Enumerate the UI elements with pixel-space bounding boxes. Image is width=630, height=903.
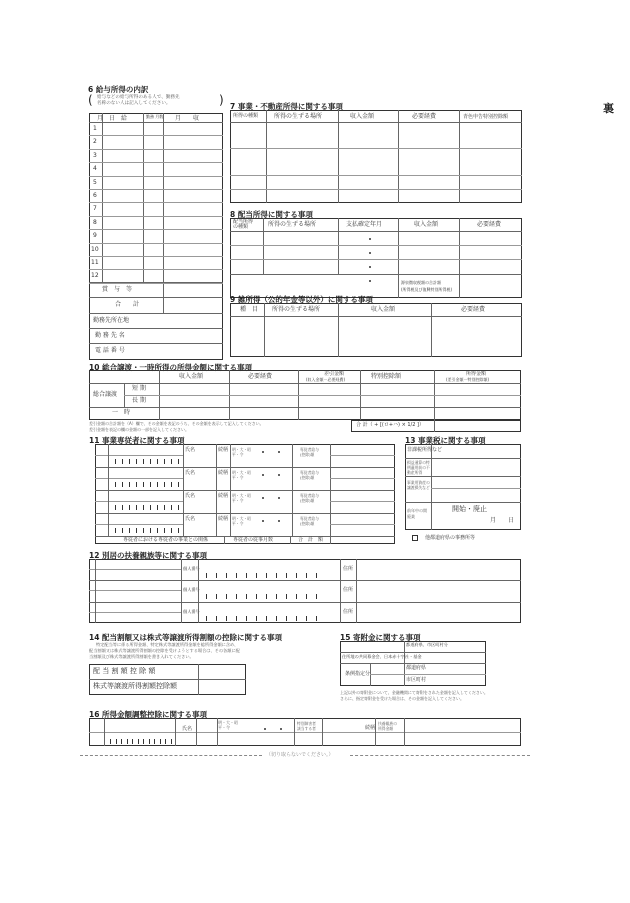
s7-col-green: 青色申告特別控除額 [463,114,509,120]
s6-month-row-11: 11 [91,259,99,266]
s11-name-label-2: 氏名 [185,470,196,476]
s11-footer-label: 専従者における専従者の事業との関係 [123,537,209,543]
s15-row-red-cross: 住所地の共同募金会、日本赤十字社・基金 [342,654,422,659]
s14-note-2: 配当割額又は株式等譲渡所得割額の控除を受けようとする場合は、その各額に配 [89,648,240,653]
s10-col-amount-2: (差引金額－特別控除額) [446,377,490,382]
s11-birth-era-3: 明・大・昭 平・令 [232,493,251,503]
s6-col-tsuki: 勤務 月数 [146,114,164,119]
s15-note-1: 上記以外の寄附金について、金融機関にて寄附をされた金額を記入してください。 [340,690,488,695]
s8-tax-note-1: 源泉徴収税額の合計額 [401,280,441,285]
s9-col-expense: 必要経費 [461,306,486,313]
s6-phone-label: 電 話 番 号 [95,347,125,354]
s10-col-special: 特別控除額 [371,373,402,380]
s15-row-prefecture: 都道府県、市区町村分 [406,642,448,647]
s6-month-row-3: 3 [93,151,97,159]
s6-col-month: 月 日 給 [97,115,128,122]
s10-col-expense: 必要経費 [248,373,273,380]
s10-col-amount-1: 所得金額 [466,371,487,377]
s10-row-long: 長 期 [132,397,146,404]
s13-row-nontax: 非課税所得など [407,447,443,453]
s15-title: 15 寄附金に関する事項 [340,633,421,642]
s12-addr-label-2: 住所 [343,587,354,594]
s6-month-row-9: 9 [93,232,97,240]
s6-month-row-12: 12 [91,272,99,280]
s6-total-label: 合 計 [115,301,140,308]
s7-title: 7 事業・不動産所得に関する事項 [230,102,343,111]
s7-col-kind: 所得の種類 [233,113,259,119]
s13-other-office-checkbox[interactable] [412,535,418,541]
s10-row-short: 短 期 [132,385,146,392]
s6-note-2: 名称のない人は記入してください。 [97,101,171,106]
s14-row-stock: 株式等譲渡所得割額控除額 [93,682,177,690]
s12-addr-label-1: 住所 [343,566,354,572]
paren-right: ) [219,93,224,107]
s6-title: 6 給与所得の内訳 [88,85,149,94]
s16-col-relation: 続柄 [365,725,376,731]
paren-left: ( [88,93,93,107]
s11-relation-label-4: 続柄 [218,516,229,522]
s6-month-row-2: 2 [93,138,97,146]
s13-date: 月 日 [490,517,515,524]
s11-pay-label-2: 専従者給与 (控除)額 [300,470,319,480]
page-side-mark: 裏 [603,102,614,115]
s16-col-name: 氏名 [182,726,193,732]
s10-title: 10 総合譲渡・一時所得の所得金額に関する事項 [89,363,253,372]
s7-col-income: 収入金額 [350,113,375,120]
s9-col-income: 収入金額 [371,306,396,313]
s13-checkbox-label: 他都道府県の事務所等 [425,535,476,541]
s11-name-label-1: 氏名 [185,447,196,453]
s6-month-row-7: 7 [93,205,97,213]
s7-col-expense: 必要経費 [412,113,437,120]
cut-line-label: （切り取らないでください。） [266,752,334,758]
s11-birth-era-4: 明・大・昭 平・令 [232,516,251,526]
s15-note-2: さらに、指定寄附金を受けた場合は、その金額を記入してください。 [340,696,464,701]
s6-month-row-1: 1 [93,125,97,132]
s14-row-dividend: 配 当 割 額 控 除 額 [93,667,156,675]
s13-title: 13 事業税に関する事項 [405,436,486,445]
s6-month-row-5: 5 [93,178,97,186]
s9-title: 9 雑所得（公的年金等以外）に関する事項 [230,295,373,304]
s12-id-label-3: 個人番号 [183,608,200,614]
s12-id-label-2: 個人番号 [183,587,200,593]
s14-title: 14 配当割額又は株式等譲渡所得割額の控除に関する事項 [89,633,283,642]
s6-employer-label: 勤 務 先 名 [95,332,125,339]
s11-title: 11 事業専従者に関する事項 [89,436,185,445]
s6-note-1: 給与などの給与所得のある人で、勤務先 [97,95,180,100]
s11-footer-total: 合 計 額 [298,537,324,543]
s13-row-open-close: 前年中の開廃業 [407,508,427,519]
s8-title: 8 配当所得に関する事項 [230,210,313,219]
s14-note-1: 特定配当等に係る所得金額、特定株式等譲渡所得金額を総所得金額に含め、 [96,642,239,647]
s8-col-place: 所得の生ずる場所 [268,221,317,228]
s8-col-kind: 配当所得 の種類 [233,219,254,230]
s12-addr-label-3: 住所 [343,608,354,615]
s8-tax-note-2: (所得税及び復興特別所得税) [401,287,453,292]
s8-col-expense: 必要経費 [477,221,502,228]
s11-birth-era-1: 明・大・昭 平・令 [232,447,251,457]
s6-month-row-10: 10 [91,245,99,253]
s6-month-row-4: 4 [93,165,97,173]
s15-row-ord-pref: 都道府県 [406,665,427,671]
s16-col-status: 特別障害者 該当する者 [297,721,316,731]
s6-bonus-label: 賞 与 等 [102,286,133,293]
s10-sum-formula: 合 計（ + [(ロ+ハ) × 1/2 ]） [356,422,424,428]
s13-open-close-option[interactable]: 開始・廃止 [452,505,487,513]
s15-row-ordinance: 条例指定分 [345,671,371,677]
s12-id-label-1: 個人番号 [183,566,200,571]
s11-name-label-3: 氏名 [185,493,196,499]
s8-table [230,218,522,298]
s11-footer-relation: 専従者の従事月数 [233,537,274,543]
s16-col-birth: 明・大・昭 平・令 [218,720,238,730]
s6-col-income: 月 収 [175,115,200,122]
s10-note-2: 差引金額を表記の欄の金額の一部を記入してください。 [89,427,189,432]
s9-col-place: 所得の生ずる場所 [272,306,321,313]
s11-relation-label-3: 続柄 [218,493,229,499]
s9-col-kind: 種 目 [240,306,259,313]
s7-col-place: 所得の生ずる場所 [274,113,323,120]
s10-note-1: 差引金額の合計額を（A）欄で、その金額を表記のうち、その金額を表示して記入してください。 [89,421,264,426]
s10-col-diff-2: (収入金額－必要経費) [306,377,346,382]
s8-col-income: 収入金額 [414,221,439,228]
s11-birth-era-2: 明・大・昭 平・令 [232,470,251,480]
s14-note-3: 当割額及び株式等譲渡所得割額を書き入れてください。 [89,654,194,659]
s13-row-realestate: 損益通算の特例適用前の不動産所得 [407,460,430,475]
s10-col-diff-1: 差引金額 [324,371,345,377]
s11-relation-label-2: 続柄 [218,470,229,476]
s6-month-row-8: 8 [93,218,97,226]
s6-workplace-label: 勤務先所在地 [93,317,130,324]
s6-month-row-6: 6 [93,192,97,199]
s15-row-ord-city: 市区町村 [406,677,427,683]
s11-name-label-4: 氏名 [185,516,196,522]
s13-row-loss: 事業用資産の譲渡損失など [407,480,430,490]
s16-title: 16 所得金額調整控除に関する事項 [89,710,208,719]
s10-row-group: 総合譲渡 [93,391,118,398]
s10-col-income: 収入金額 [179,373,204,380]
s10-row-once: 一 時 [112,409,131,416]
s11-pay-label-3: 専従者給与 (控除)額 [300,493,319,503]
s11-pay-label-1: 専従者給与 (控除)額 [300,447,319,457]
s11-pay-label-4: 専従者給与 (控除)額 [300,516,319,526]
s12-title: 12 別居の扶養親族等に関する事項 [89,551,208,560]
s16-col-amount: 扶養親族の 所得金額 [378,721,397,731]
s8-col-date: 支払確定年月 [346,221,383,228]
s11-relation-label-1: 続柄 [218,447,229,453]
